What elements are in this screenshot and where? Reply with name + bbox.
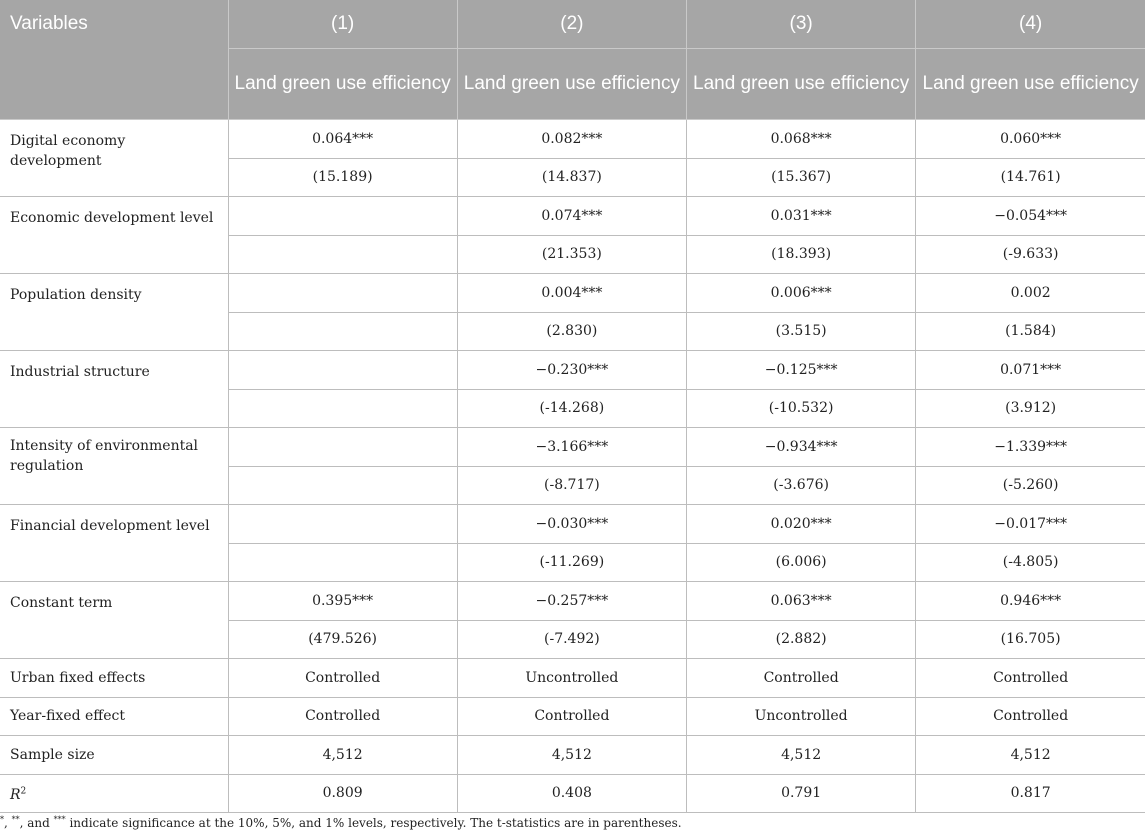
- column-number-header: (1): [228, 0, 457, 49]
- t-statistic-cell: (6.006): [687, 543, 916, 582]
- value-cell: 4,512: [457, 736, 686, 775]
- variable-name: Economic development level: [0, 197, 228, 274]
- variable-name: Constant term: [0, 582, 228, 659]
- t-statistic-cell: (14.761): [916, 158, 1145, 197]
- t-statistic-cell: (1.584): [916, 312, 1145, 351]
- t-statistic-cell: (2.830): [457, 312, 686, 351]
- coefficient-cell: [228, 274, 457, 313]
- coefficient-row: [0, 428, 1145, 467]
- value-cell: Uncontrolled: [457, 659, 686, 698]
- t-statistic-cell: (-3.676): [687, 466, 916, 505]
- t-statistic-cell: [228, 235, 457, 274]
- t-statistic-cell: (-11.269): [457, 543, 686, 582]
- t-statistic-cell: (-10.532): [687, 389, 916, 428]
- t-statistic-cell: (15.367): [687, 158, 916, 197]
- t-statistic-cell: (479.526): [228, 620, 457, 659]
- coefficient-cell: 0.946***: [916, 582, 1145, 621]
- value-cell: 0.791: [687, 774, 916, 813]
- value-cell: 4,512: [687, 736, 916, 775]
- coefficient-cell: 0.068***: [687, 120, 916, 159]
- value-cell: Controlled: [916, 697, 1145, 736]
- variable-name: Sample size: [0, 736, 228, 775]
- coefficient-cell: [228, 351, 457, 390]
- value-cell: 0.408: [457, 774, 686, 813]
- coefficient-row: [0, 351, 1145, 390]
- coefficient-cell: 0.004***: [457, 274, 686, 313]
- column-number-header: (4): [916, 0, 1145, 49]
- coefficient-cell: 0.395***: [228, 582, 457, 621]
- coefficient-cell: 0.082***: [457, 120, 686, 159]
- table-footnote: *, **, and *** indicate significance at the 10%, 5%, and 1% levels, respectively. The t-statistics are in parentheses.: [0, 815, 682, 830]
- value-cell: 4,512: [228, 736, 457, 775]
- t-statistic-cell: (-14.268): [457, 389, 686, 428]
- variable-name: Year-fixed effect: [0, 697, 228, 736]
- coefficient-cell: 0.006***: [687, 274, 916, 313]
- r-squared-label: $R^2$: [0, 774, 228, 813]
- coefficient-cell: 0.071***: [916, 351, 1145, 390]
- dependent-variable-header: Land green use efficiency: [457, 49, 686, 120]
- variable-name: Population density: [0, 274, 228, 351]
- coefficient-row: [0, 274, 1145, 313]
- value-cell: Controlled: [228, 659, 457, 698]
- t-statistic-cell: (-9.633): [916, 235, 1145, 274]
- coefficient-row: [0, 120, 1145, 159]
- variable-name: Digital economy development: [0, 120, 228, 197]
- dependent-variable-header: Land green use efficiency: [916, 49, 1145, 120]
- t-statistic-cell: (15.189): [228, 158, 457, 197]
- coefficient-cell: 0.031***: [687, 197, 916, 236]
- coefficient-cell: −1.339***: [916, 428, 1145, 467]
- value-cell: 0.809: [228, 774, 457, 813]
- value-cell: Controlled: [916, 659, 1145, 698]
- variables-header: Variables: [0, 0, 228, 120]
- variable-name: Industrial structure: [0, 351, 228, 428]
- coefficient-cell: −0.030***: [457, 505, 686, 544]
- value-cell: 0.817: [916, 774, 1145, 813]
- control-row: [0, 697, 1145, 736]
- coefficient-cell: [228, 428, 457, 467]
- value-cell: 4,512: [916, 736, 1145, 775]
- value-cell: Uncontrolled: [687, 697, 916, 736]
- value-cell: Controlled: [687, 659, 916, 698]
- t-statistic-cell: (-4.805): [916, 543, 1145, 582]
- dependent-variable-header: Land green use efficiency: [687, 49, 916, 120]
- t-statistic-cell: (3.912): [916, 389, 1145, 428]
- t-statistic-cell: (-7.492): [457, 620, 686, 659]
- coefficient-cell: 0.074***: [457, 197, 686, 236]
- coefficient-cell: −0.257***: [457, 582, 686, 621]
- coefficient-cell: [228, 505, 457, 544]
- t-statistic-cell: (18.393): [687, 235, 916, 274]
- coefficient-cell: −0.054***: [916, 197, 1145, 236]
- variable-name: Financial development level: [0, 505, 228, 582]
- coefficient-cell: −3.166***: [457, 428, 686, 467]
- coefficient-cell: −0.017***: [916, 505, 1145, 544]
- t-statistic-cell: (-8.717): [457, 466, 686, 505]
- coefficient-cell: −0.934***: [687, 428, 916, 467]
- coefficient-cell: 0.020***: [687, 505, 916, 544]
- table-body: [0, 120, 1145, 813]
- t-statistic-cell: (16.705): [916, 620, 1145, 659]
- t-statistic-cell: [228, 389, 457, 428]
- t-statistic-cell: [228, 466, 457, 505]
- t-statistic-cell: [228, 543, 457, 582]
- column-number-header: (2): [457, 0, 686, 49]
- sample-size-row: [0, 736, 1145, 775]
- coefficient-cell: 0.002: [916, 274, 1145, 313]
- coefficient-row: [0, 197, 1145, 236]
- t-statistic-cell: (2.882): [687, 620, 916, 659]
- coefficient-cell: 0.060***: [916, 120, 1145, 159]
- variable-name: Urban fixed effects: [0, 659, 228, 698]
- coefficient-cell: −0.125***: [687, 351, 916, 390]
- value-cell: Controlled: [457, 697, 686, 736]
- t-statistic-cell: [228, 312, 457, 351]
- coefficient-cell: −0.230***: [457, 351, 686, 390]
- variable-name: Intensity of environmental regulation: [0, 428, 228, 505]
- column-number-header: (3): [687, 0, 916, 49]
- coefficient-cell: 0.063***: [687, 582, 916, 621]
- dependent-variable-header: Land green use efficiency: [228, 49, 457, 120]
- coefficient-row: [0, 582, 1145, 621]
- coefficient-cell: 0.064***: [228, 120, 457, 159]
- table-header: [0, 0, 1145, 120]
- t-statistic-cell: (-5.260): [916, 466, 1145, 505]
- r-squared-row: [0, 774, 1145, 813]
- t-statistic-cell: (21.353): [457, 235, 686, 274]
- value-cell: Controlled: [228, 697, 457, 736]
- control-row: [0, 659, 1145, 698]
- t-statistic-cell: (3.515): [687, 312, 916, 351]
- t-statistic-cell: (14.837): [457, 158, 686, 197]
- coefficient-row: [0, 505, 1145, 544]
- coefficient-cell: [228, 197, 457, 236]
